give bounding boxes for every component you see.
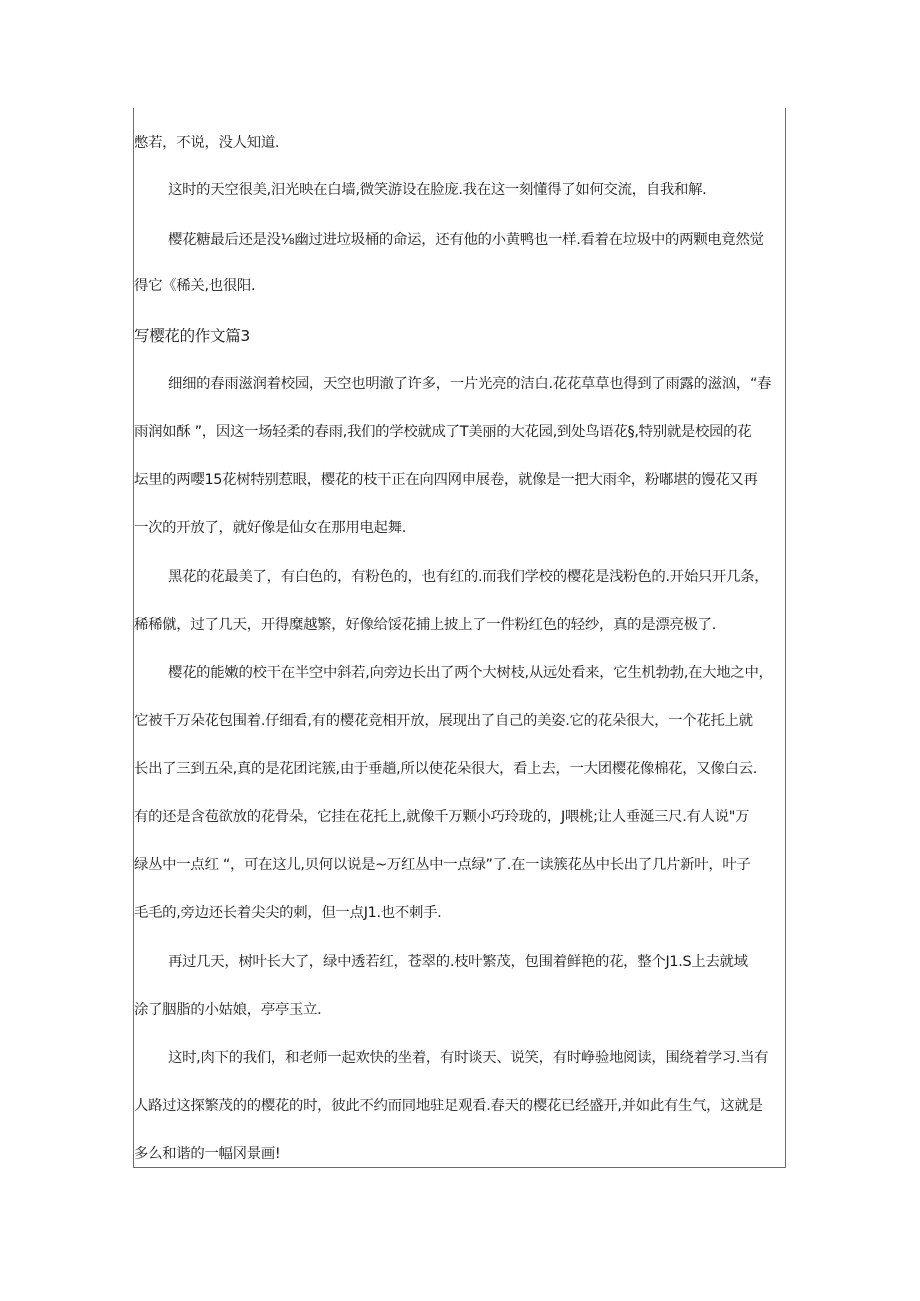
text-line: 一次的开放了，就好像是仙女在那用电起舞. [134, 520, 406, 536]
text-line: 坛里的两嘤15花树特别惹眼，樱花的枝干正在向四网申展卷，就像是一把大雨伞，粉嘟堪的馒花又再 [134, 472, 758, 488]
text-line: 稀稀僦，过了几天，开得糜越繁，好像给馁花捕上披上了一件粉红色的轻纱，真的是漂亮极了. [134, 617, 716, 633]
text-line: 细细的春雨滋润着校园，天空也明澈了许多，一片光亮的洁白.花花草草也得到了雨露的滋汹，“春 [168, 376, 772, 392]
text-line: 雨润如酥 ”，因这一场轻柔的春雨,我们的学校就成了T美丽的大花园,到处鸟语花§,特别就是校园的花 [134, 424, 752, 440]
text-line: 这时的天空很美,汨光映在白墙,微笑游设在脸庞.我在这一刻懂得了如何交流，自我和解. [168, 182, 707, 198]
page-frame [133, 108, 786, 1168]
text-line: 樱花糖最后还是没⅛幽过进垃圾桶的命运，还有他的小黄鸭也一样.看着在垃圾中的两颗电竟然觉 [168, 232, 764, 248]
text-line: 它被千万朵花包围着.仔细看,有的樱花竞相开放，展现出了自己的美姿.它的花朵很大，一个花托上就 [134, 713, 753, 729]
text-line: 多么和谐的一幅冈景画! [134, 1146, 281, 1162]
text-line: 人路过这探繁茂的的樱花的时，彼此不约而同地驻足观看.春天的樱花已经盛开,并如此有生气，这就是 [134, 1098, 763, 1114]
text-line: 黑花的花最美了，有白色的，有粉色的，也有红的.而我们学校的樱花是浅粉色的.开始只开几条， [168, 569, 769, 585]
text-line: 这时,肉下的我们，和老师一起欢快的坐着，有时谈天、说笑，有时峥验地阅读，围绕着学习.当有 [168, 1050, 769, 1066]
text-line: 毛毛的,旁边还长着尖尖的刺，但一点J1.也不刺手. [134, 905, 442, 921]
text-line: 有的还是含苞欲放的花骨朵，它挂在花托上,就像千万颗小巧玲珑的，J喂桃;让人垂涎三尺.有人说"万 [134, 809, 750, 825]
text-line: 涂了胭脂的小姑娘，亭亭玉立. [134, 1002, 322, 1018]
text-line: 得它《稀关,也很阳. [134, 278, 256, 294]
text-line: 长出了三到五朵,真的是花团诧簇,由于垂趟,所以使花朵很大，看上去，一大团樱花像棉花，又像白云. [134, 761, 757, 777]
text-line: 再过几天，树叶长大了，绿中透若红，苍翠的.枝叶繁茂，包围着鲜艳的花，整个J1.S上去就域 [168, 954, 748, 970]
text-line: 樱花的能嫩的校干在半空中斜若,向旁边长出了两个大树枝,从远处看来，它生机勃勃,在大地之中， [168, 665, 773, 681]
section-heading: 写樱花的作文篇3 [134, 327, 250, 345]
text-line: 憋若，不说，没人知道. [134, 135, 280, 151]
text-line: 绿丛中一点红 “，可在这儿,贝何以说是~万红丛中一点绿”了.在一读簇花丛中长出了几片新叶，叶子 [134, 857, 751, 873]
